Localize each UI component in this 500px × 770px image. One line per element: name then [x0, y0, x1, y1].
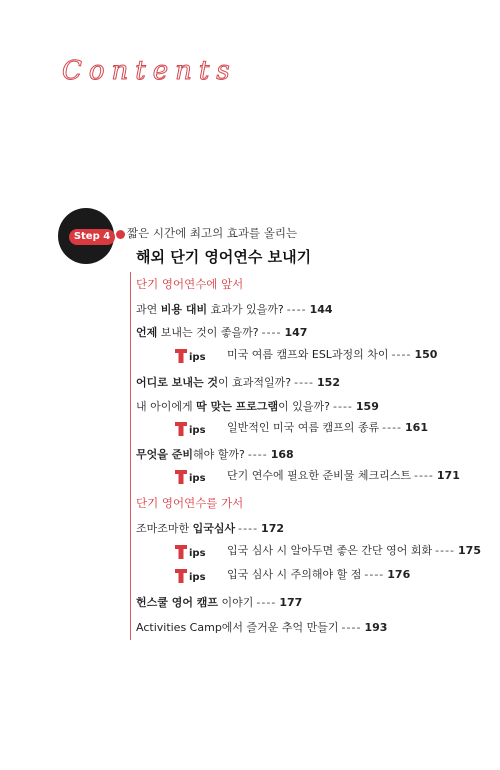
- dot-leader: ----: [261, 326, 282, 339]
- toc-tip-entry[interactable]: [175, 542, 481, 559]
- tips-icon: [175, 468, 223, 484]
- dot-leader: ----: [435, 544, 456, 557]
- svg-text:ips: ips: [189, 352, 206, 363]
- entry-text: 보내는 것이 좋을까?: [157, 326, 259, 339]
- entry-text: 단기 연수에 필요한 준비물 체크리스트: [227, 469, 412, 482]
- step-badge: [58, 208, 114, 264]
- page-number: 175: [458, 544, 481, 557]
- page-number: 176: [387, 568, 411, 581]
- toc-entry[interactable]: [136, 324, 307, 340]
- toc-entry[interactable]: [136, 594, 302, 610]
- page-number: 193: [364, 621, 388, 634]
- tips-icon: [175, 543, 223, 559]
- toc-entry[interactable]: [136, 301, 333, 317]
- entry-text: 내 아이에게: [136, 400, 197, 413]
- dot-leader: ----: [414, 469, 434, 482]
- dot-leader: ----: [247, 448, 268, 461]
- dot-leader: ----: [256, 596, 277, 609]
- entry-text: 해야 할까?: [192, 448, 245, 461]
- entry-bold: 무엇을 준비: [136, 448, 193, 461]
- entry-bold: 비용 대비: [160, 303, 208, 316]
- svg-text:ips: ips: [189, 572, 206, 583]
- page-number: 168: [270, 448, 294, 461]
- entry-bold: 언제: [136, 326, 158, 339]
- dot-leader: ----: [333, 400, 353, 413]
- toc-entry[interactable]: [136, 619, 387, 635]
- entry-text: 과연: [136, 303, 161, 316]
- page-number: 152: [317, 376, 340, 389]
- page-number: 161: [405, 421, 428, 434]
- contents-title: Contents: [62, 56, 237, 86]
- page-number: 159: [355, 400, 379, 413]
- toc-entry[interactable]: [136, 520, 284, 536]
- toc-tip-entry[interactable]: [175, 467, 460, 484]
- chapter-title: 해외 단기 영어연수 보내기: [136, 248, 312, 266]
- section-heading: 단기 영어연수에 앞서: [136, 277, 244, 291]
- tips-icon: [175, 347, 223, 363]
- entry-text: 효과가 있을까?: [207, 303, 284, 316]
- page-number: 177: [279, 596, 303, 609]
- svg-text:ips: ips: [189, 425, 206, 436]
- tips-icon: [175, 567, 223, 583]
- dot-leader: ----: [341, 621, 362, 634]
- entry-text: 조마조마한: [136, 522, 193, 535]
- toc-entry[interactable]: [136, 374, 340, 390]
- page-number: 147: [284, 326, 308, 339]
- toc-tip-entry[interactable]: [175, 566, 410, 583]
- entry-text: 일반적인 미국 여름 캠프의 종류: [227, 421, 380, 434]
- step-label: Step 4: [69, 229, 115, 245]
- svg-text:ips: ips: [189, 473, 206, 484]
- dot-leader: ----: [286, 303, 307, 316]
- entry-bold: 입국심사: [192, 522, 236, 535]
- dot-leader: ----: [391, 348, 412, 361]
- entry-text: Activities Camp에서 즐거운 추억 만들기: [136, 621, 339, 634]
- toc-vertical-rule: [130, 272, 131, 640]
- page-number: 150: [414, 348, 438, 361]
- entry-bold: 딱 맞는 프로그램: [196, 400, 279, 413]
- toc-tip-entry[interactable]: [175, 346, 437, 363]
- svg-text:ips: ips: [189, 548, 206, 559]
- dot-leader: ----: [238, 522, 259, 535]
- toc-entry[interactable]: [136, 398, 379, 414]
- dot-leader: ----: [382, 421, 403, 434]
- toc-tip-entry[interactable]: [175, 419, 428, 436]
- entry-bold: 어디로 보내는 것: [136, 376, 219, 389]
- bullet-dot-icon: [116, 230, 125, 239]
- dot-leader: ----: [294, 376, 315, 389]
- entry-text: 입국 심사 시 주의해야 할 점: [227, 568, 362, 581]
- tips-icon: [175, 420, 223, 436]
- page-number: 144: [309, 303, 333, 316]
- chapter-subtitle: 짧은 시간에 최고의 효과를 올리는: [127, 226, 298, 240]
- toc-entry[interactable]: [136, 446, 294, 462]
- section-heading: 단기 영어연수를 가서: [136, 496, 244, 510]
- entry-bold: 헌스쿨 영어 캠프: [136, 596, 219, 609]
- page-number: 171: [436, 469, 460, 482]
- entry-text: 미국 여름 캠프와 ESL과정의 차이: [227, 348, 389, 361]
- entry-text: 이 있을까?: [278, 400, 331, 413]
- entry-text: 이 효과적일까?: [218, 376, 292, 389]
- entry-text: 입국 심사 시 알아두면 좋은 간단 영어 회화: [227, 544, 433, 557]
- dot-leader: ----: [364, 568, 385, 581]
- page-number: 172: [261, 522, 285, 535]
- entry-text: 이야기: [218, 596, 254, 609]
